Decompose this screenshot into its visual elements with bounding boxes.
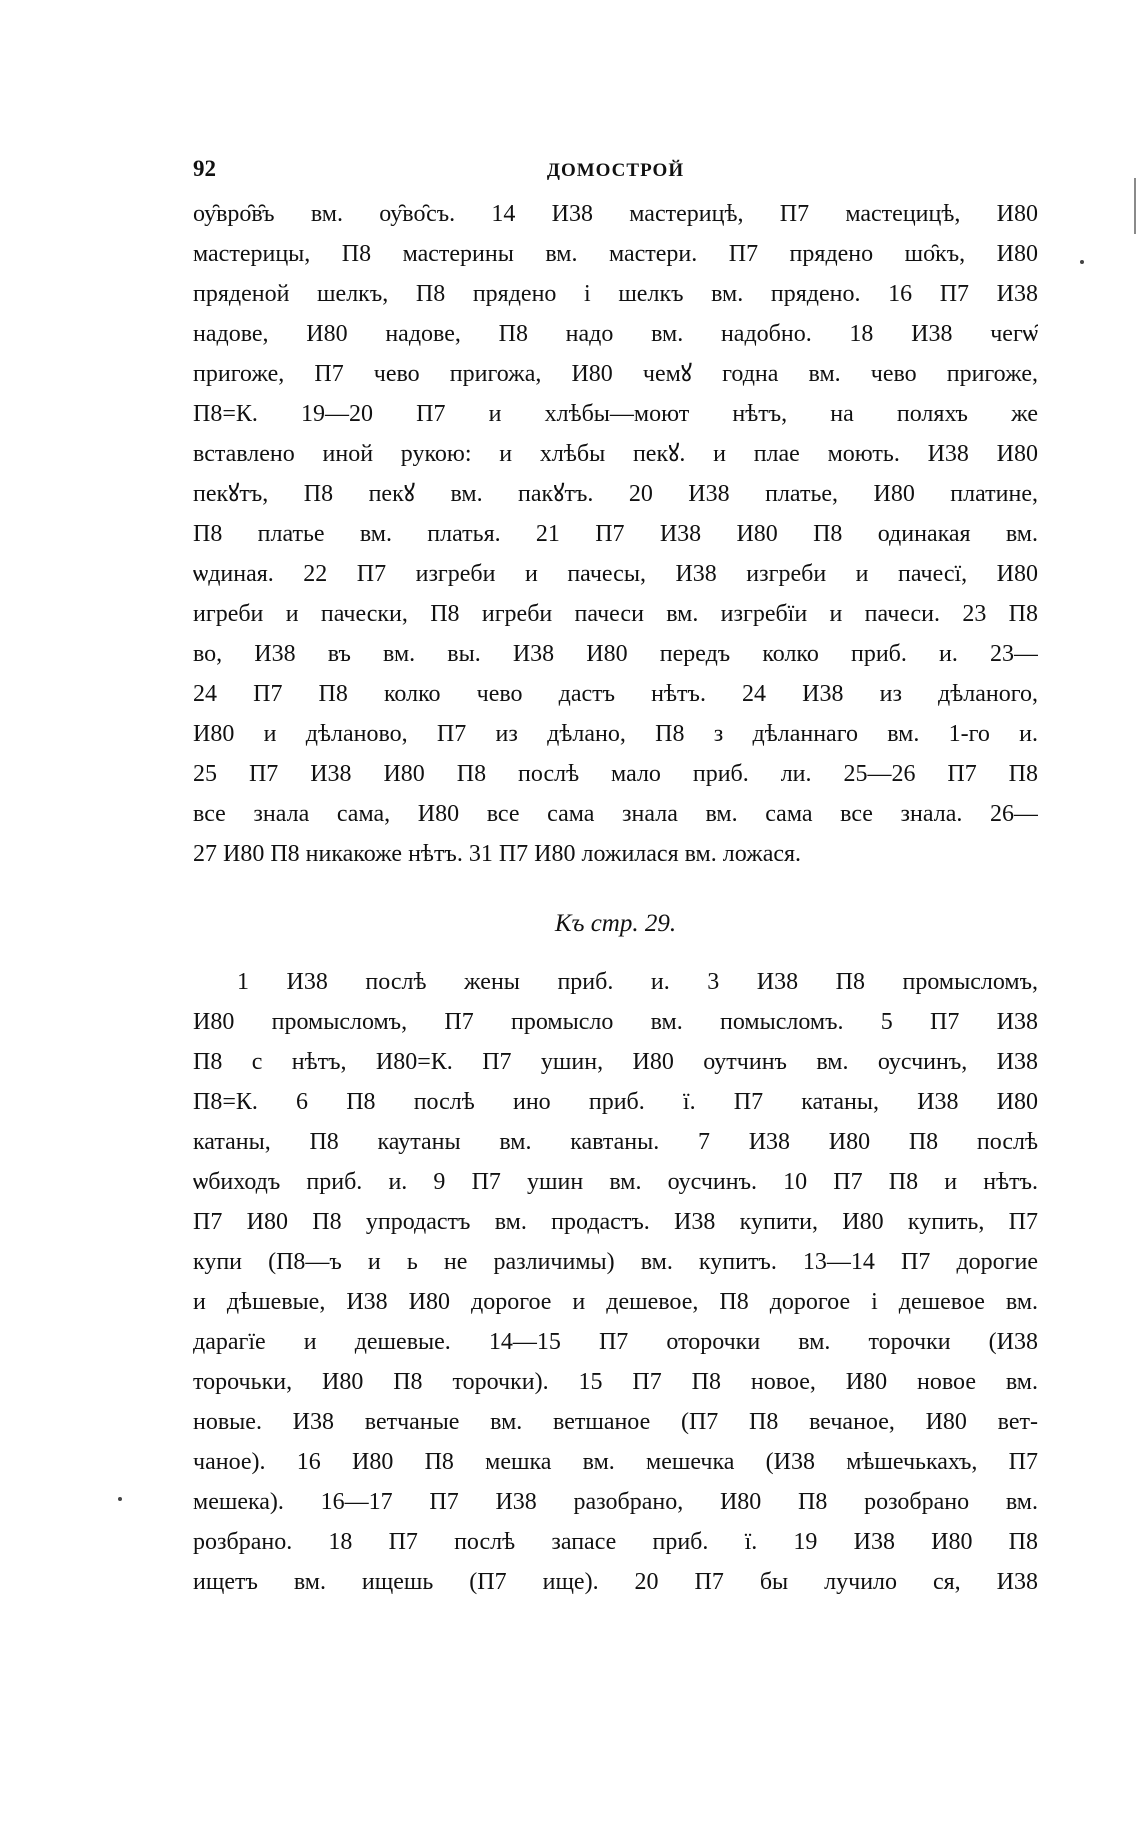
scan-speck: [1080, 260, 1084, 264]
text-line: надове, И80 надове, П8 надо вм. надобно. 18 И38 чегѡ̑: [193, 321, 1038, 347]
notes-block-b: [193, 962, 1038, 1602]
text-line: 1 И38 послѣ жены приб. и. 3 И38 П8 промысломъ,: [237, 969, 1038, 995]
text-line: розбрано. 18 П7 послѣ запасе приб. ї. 19 И38 И80 П8: [193, 1529, 1038, 1555]
text-line: во, И38 въ вм. вы. И38 И80 передъ колко приб. и. 23—: [193, 641, 1038, 667]
text-line: торочьки, И80 П8 торочки). 15 П7 П8 новое, И80 новое вм.: [193, 1369, 1038, 1395]
text-line: купи (П8—ъ и ь не различимы) вм. купитъ. 13—14 П7 дорогие: [193, 1249, 1038, 1275]
text-line: П7 И80 П8 упродастъ вм. продастъ. И38 купити, И80 купить, П7: [193, 1209, 1038, 1235]
page: [193, 150, 1038, 1602]
text-line: мастерицы, П8 мастерины вм. мастери. П7 прядено шо̑къ, И80: [193, 241, 1038, 267]
text-line: все знала сама, И80 все сама знала вм. сама все знала. 26—: [193, 801, 1038, 827]
text-line: дарагїе и дешевые. 14—15 П7 оторочки вм. торочки (И38: [193, 1329, 1038, 1355]
text-line: оу̑вро̑в̑ъ вм. оу̑во̑съ. 14 И38 мастерицѣ, П7 мастецицѣ, И80: [193, 201, 1038, 227]
text-line: пригоже, П7 чево пригожа, И80 чемꙋ годна вм. чево пригоже,: [193, 361, 1038, 387]
text-line: ищетъ вм. ищешь (П7 ище). 20 П7 бы лучило ся, И38: [193, 1569, 1038, 1595]
text-line: 25 П7 И38 И80 П8 послѣ мало приб. ли. 25—26 П7 П8: [193, 761, 1038, 787]
text-line: П8 с нѣтъ, И80=К. П7 ушин, И80 оутчинъ вм. оусчинъ, И38: [193, 1049, 1038, 1075]
text-line: И80 и дѣланово, П7 из дѣлано, П8 з дѣланнаго вм. 1-го и.: [193, 721, 1038, 747]
text-line: игреби и пачески, П8 игреби пачеси вм. изгребїи и пачеси. 23 П8: [193, 601, 1038, 627]
notes-block-a: [193, 194, 1038, 874]
text-line: мешека). 16—17 П7 И38 разобрано, И80 П8 розобрано вм.: [193, 1489, 1038, 1515]
page-number: 92: [193, 156, 216, 181]
scan-speck: [118, 1497, 122, 1501]
text-line: и дѣшевые, И38 И80 дорогое и дешевое, П8 дорогое і дешевое вм.: [193, 1289, 1038, 1315]
running-head: ДОМОСТРОЙ: [546, 160, 685, 181]
text-line: катаны, П8 каутаны вм. кавтаны. 7 И38 И80 П8 послѣ: [193, 1129, 1038, 1155]
page-header: [193, 150, 1038, 190]
text-line: ѡбиходъ приб. и. 9 П7 ушин вм. оусчинъ. 10 П7 П8 и нѣтъ.: [193, 1169, 1038, 1195]
text-line: П8 платье вм. платья. 21 П7 И38 И80 П8 одинакая вм.: [193, 521, 1038, 547]
text-line: П8=К. 19—20 П7 и хлѣбы—моют нѣтъ, на поляхъ же: [193, 401, 1038, 427]
text-line: 27 И80 П8 никакоже нѣтъ. 31 П7 И80 ложилася вм. ложася.: [193, 841, 802, 867]
text-line: вставлено иной рукою: и хлѣбы пекꙋ. и плае моють. И38 И80: [193, 441, 1038, 467]
text-line: новые. И38 ветчаные вм. ветшаное (П7 П8 вечаное, И80 вет-: [193, 1409, 1038, 1435]
text-line: 24 П7 П8 колко чево дастъ нѣтъ. 24 И38 из дѣланого,: [193, 681, 1038, 707]
text-line: пряденой шелкъ, П8 прядено і шелкъ вм. прядено. 16 П7 И38: [193, 281, 1038, 307]
text-line: чаное). 16 И80 П8 мешка вм. мешечка (И38 мѣшечькахъ, П7: [193, 1449, 1038, 1475]
scan-edge-mark: [1134, 178, 1136, 234]
section-title: Къ стр. 29.: [554, 910, 677, 937]
text-line: П8=К. 6 П8 послѣ ино приб. ї. П7 катаны, И38 И80: [193, 1089, 1038, 1115]
text-line: пекꙋтъ, П8 пекꙋ вм. пакꙋтъ. 20 И38 платье, И80 платине,: [193, 481, 1038, 507]
text-line: ѡдиная. 22 П7 изгреби и пачесы, И38 изгреби и пачесї, И80: [193, 561, 1038, 587]
text-line: И80 промысломъ, П7 промысло вм. помысломъ. 5 П7 И38: [193, 1009, 1038, 1035]
